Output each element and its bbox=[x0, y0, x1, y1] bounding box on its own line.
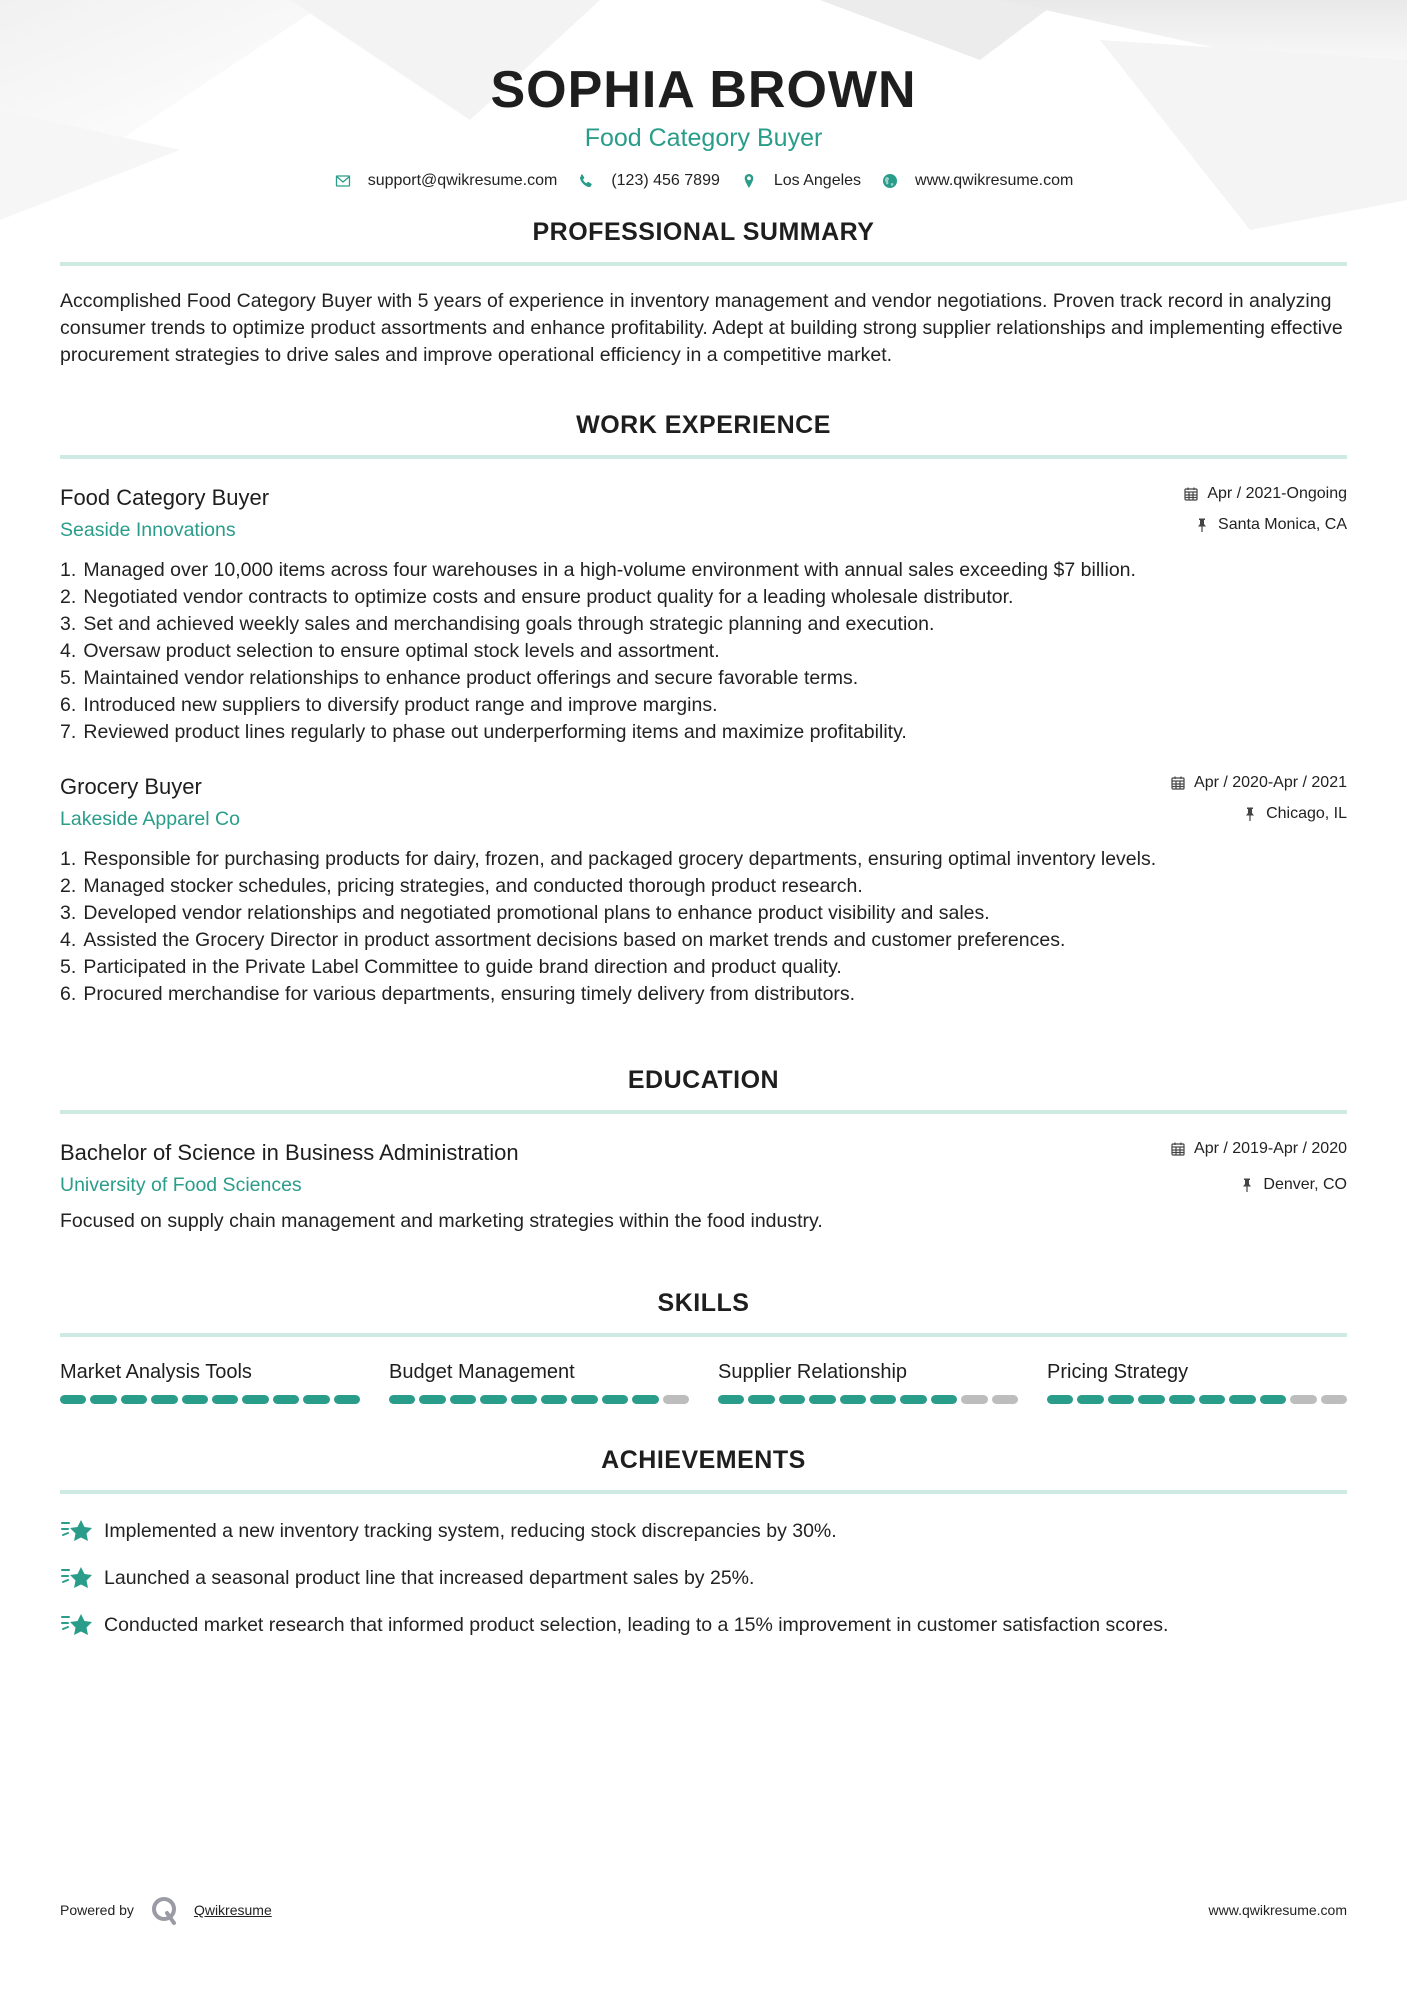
contact-phone-text: (123) 456 7899 bbox=[611, 172, 720, 189]
achievements-list bbox=[60, 1516, 1347, 1640]
skill-segment bbox=[1077, 1395, 1103, 1404]
achievement-text: Launched a seasonal product line that increased department sales by 25%. bbox=[104, 1566, 755, 1589]
job-location: Santa Monica, CA bbox=[1218, 516, 1347, 533]
phone-icon bbox=[577, 172, 595, 190]
calendar-icon bbox=[1170, 1141, 1186, 1157]
skill-segment bbox=[870, 1395, 896, 1404]
pushpin-icon bbox=[1239, 1177, 1255, 1193]
list-item bbox=[60, 1610, 1347, 1640]
degree-name: Bachelor of Science in Business Administration bbox=[60, 1140, 519, 1165]
job-dates: Apr / 2021-Ongoing bbox=[1207, 485, 1347, 502]
list-item: 2. Negotiated vendor contracts to optimize costs and ensure product quality for a leading wholesale distributor. bbox=[60, 586, 1014, 608]
education-dates: Apr / 2019-Apr / 2020 bbox=[1194, 1140, 1347, 1157]
job-entry bbox=[60, 483, 1347, 746]
skill-segment bbox=[121, 1395, 147, 1404]
skill-segment bbox=[303, 1395, 329, 1404]
contact-phone[interactable] bbox=[577, 172, 720, 190]
skill-level-bar bbox=[1047, 1395, 1347, 1404]
section-divider bbox=[60, 262, 1347, 266]
skill-item bbox=[718, 1359, 1018, 1404]
list-item: 5. Maintained vendor relationships to enhance product offerings and secure favorable terms. bbox=[60, 667, 859, 689]
qwikresume-logo-icon bbox=[150, 1895, 180, 1925]
education-description: Focused on supply chain management and marketing strategies within the food industry. bbox=[60, 1210, 823, 1232]
shooting-star-icon bbox=[60, 1516, 94, 1546]
list-item: 7. Reviewed product lines regularly to phase out underperforming items and maximize profitability. bbox=[60, 721, 907, 743]
skill-segment bbox=[242, 1395, 268, 1404]
summary-text: Accomplished Food Category Buyer with 5 years of experience in inventory management and vendor negotiations. Proven track record in analyzing consumer trends to optimize product assortments and enhance profitability. Adept at building strong supplier relationships and implementing effective procurement strategies to drive sales and improve operational efficiency in a competitive market. bbox=[60, 290, 1343, 366]
skill-segment bbox=[273, 1395, 299, 1404]
section-heading: WORK EXPERIENCE bbox=[576, 411, 831, 439]
skill-segment bbox=[151, 1395, 177, 1404]
skill-segment bbox=[1229, 1395, 1255, 1404]
qwikresume-link[interactable]: Qwikresume bbox=[193, 1902, 272, 1918]
company-name: Seaside Innovations bbox=[60, 519, 236, 541]
list-item: 3. Set and achieved weekly sales and merchandising goals through strategic planning and execution. bbox=[60, 613, 935, 635]
list-item: 4. Assisted the Grocery Director in product assortment decisions based on market trends and customer preferences. bbox=[60, 929, 1066, 951]
skill-segment bbox=[419, 1395, 445, 1404]
skill-segment bbox=[60, 1395, 86, 1404]
contact-location bbox=[740, 172, 861, 190]
job-bullets bbox=[60, 846, 1347, 1008]
company-name: Lakeside Apparel Co bbox=[60, 808, 240, 830]
job-location: Chicago, IL bbox=[1266, 805, 1347, 822]
shooting-star-icon bbox=[60, 1610, 94, 1640]
pushpin-icon bbox=[1242, 806, 1258, 822]
skill-segment bbox=[90, 1395, 116, 1404]
contact-email-text: support@qwikresume.com bbox=[367, 172, 558, 189]
skill-segment bbox=[511, 1395, 537, 1404]
skill-level-bar bbox=[389, 1395, 689, 1404]
skill-name: Pricing Strategy bbox=[1047, 1361, 1189, 1383]
skill-segment bbox=[1199, 1395, 1225, 1404]
skill-segment bbox=[961, 1395, 987, 1404]
skill-segment bbox=[1290, 1395, 1316, 1404]
summary-section bbox=[60, 216, 1347, 369]
skill-segment bbox=[541, 1395, 567, 1404]
skill-segment bbox=[212, 1395, 238, 1404]
globe-icon bbox=[881, 172, 899, 190]
list-item: 6. Procured merchandise for various departments, ensuring timely delivery from distributors. bbox=[60, 983, 856, 1005]
skill-segment bbox=[1321, 1395, 1347, 1404]
list-item: 1. Responsible for purchasing products for dairy, frozen, and packaged grocery departments, ensuring optimal inventory levels. bbox=[60, 848, 1157, 870]
skill-segment bbox=[480, 1395, 506, 1404]
skill-segment bbox=[571, 1395, 597, 1404]
skill-level-bar bbox=[718, 1395, 1018, 1404]
school-name: University of Food Sciences bbox=[60, 1174, 302, 1196]
list-item: 4. Oversaw product selection to ensure optimal stock levels and assortment. bbox=[60, 640, 720, 662]
skill-segment bbox=[602, 1395, 628, 1404]
envelope-icon bbox=[334, 172, 352, 190]
achievements-section bbox=[60, 1444, 1347, 1640]
skill-item bbox=[389, 1359, 689, 1404]
footer-website[interactable]: www.qwikresume.com bbox=[1208, 1902, 1347, 1918]
skill-segment bbox=[450, 1395, 476, 1404]
contact-email[interactable] bbox=[334, 172, 558, 190]
skill-segment bbox=[1169, 1395, 1195, 1404]
contact-bar bbox=[60, 172, 1347, 190]
skill-segment bbox=[663, 1395, 689, 1404]
section-heading: ACHIEVEMENTS bbox=[601, 1446, 806, 1474]
map-pin-icon bbox=[740, 172, 758, 190]
section-divider bbox=[60, 455, 1347, 459]
skill-segment bbox=[900, 1395, 926, 1404]
skill-segment bbox=[1108, 1395, 1134, 1404]
section-heading: SKILLS bbox=[657, 1289, 750, 1317]
job-entry bbox=[60, 772, 1347, 1008]
contact-website-text: www.qwikresume.com bbox=[915, 172, 1074, 189]
section-divider bbox=[60, 1333, 1347, 1337]
calendar-icon bbox=[1183, 486, 1199, 502]
skill-segment bbox=[182, 1395, 208, 1404]
contact-website[interactable] bbox=[881, 172, 1073, 190]
achievement-text: Conducted market research that informed product selection, leading to a 15% improvement in customer satisfaction scores. bbox=[104, 1613, 1169, 1636]
skill-item bbox=[60, 1359, 360, 1404]
list-item: 6. Introduced new suppliers to diversify product range and improve margins. bbox=[60, 694, 718, 716]
skills-list bbox=[60, 1359, 1347, 1404]
job-title: Grocery Buyer bbox=[60, 774, 202, 799]
resume-header bbox=[60, 0, 1347, 190]
skill-segment bbox=[809, 1395, 835, 1404]
experience-section bbox=[60, 409, 1347, 1008]
list-item: 2. Managed stocker schedules, pricing strategies, and conducted thorough product research. bbox=[60, 875, 863, 897]
achievement-text: Implemented a new inventory tracking system, reducing stock discrepancies by 30%. bbox=[104, 1519, 837, 1542]
list-item: 3. Developed vendor relationships and negotiated promotional plans to enhance product visibility and sales. bbox=[60, 902, 990, 924]
skill-segment bbox=[1138, 1395, 1164, 1404]
skill-segment bbox=[992, 1395, 1018, 1404]
education-entry bbox=[60, 1138, 1347, 1235]
skill-segment bbox=[718, 1395, 744, 1404]
skill-segment bbox=[779, 1395, 805, 1404]
skill-segment bbox=[931, 1395, 957, 1404]
list-item bbox=[60, 1516, 1347, 1546]
skill-segment bbox=[632, 1395, 658, 1404]
contact-location-text: Los Angeles bbox=[773, 172, 862, 189]
list-item bbox=[60, 1563, 1347, 1593]
shooting-star-icon bbox=[60, 1563, 94, 1593]
candidate-title: Food Category Buyer bbox=[584, 124, 823, 152]
education-section bbox=[60, 1064, 1347, 1235]
section-heading: PROFESSIONAL SUMMARY bbox=[532, 218, 875, 246]
calendar-icon bbox=[1170, 775, 1186, 791]
list-item: 5. Participated in the Private Label Committee to guide brand direction and product quality. bbox=[60, 956, 842, 978]
skill-segment bbox=[748, 1395, 774, 1404]
job-title: Food Category Buyer bbox=[60, 485, 270, 510]
skill-segment bbox=[389, 1395, 415, 1404]
skill-segment bbox=[840, 1395, 866, 1404]
powered-by-label: Powered by bbox=[60, 1902, 134, 1918]
section-heading: EDUCATION bbox=[627, 1066, 780, 1094]
skill-item bbox=[1047, 1359, 1347, 1404]
section-divider bbox=[60, 1110, 1347, 1114]
job-bullets bbox=[60, 557, 1347, 746]
skill-segment bbox=[1260, 1395, 1286, 1404]
skills-section bbox=[60, 1287, 1347, 1404]
candidate-name: SOPHIA BROWN bbox=[490, 61, 917, 119]
skill-name: Supplier Relationship bbox=[718, 1361, 908, 1383]
section-divider bbox=[60, 1490, 1347, 1494]
skill-name: Budget Management bbox=[389, 1361, 575, 1383]
page-footer bbox=[60, 1895, 1347, 1925]
job-dates: Apr / 2020-Apr / 2021 bbox=[1194, 774, 1347, 791]
pushpin-icon bbox=[1194, 517, 1210, 533]
skill-name: Market Analysis Tools bbox=[60, 1361, 252, 1383]
skill-level-bar bbox=[60, 1395, 360, 1404]
skill-segment bbox=[1047, 1395, 1073, 1404]
list-item: 1. Managed over 10,000 items across four warehouses in a high-volume environment with annual sales exceeding $7 billion. bbox=[60, 559, 1136, 581]
education-location: Denver, CO bbox=[1263, 1176, 1347, 1193]
skill-segment bbox=[334, 1395, 360, 1404]
